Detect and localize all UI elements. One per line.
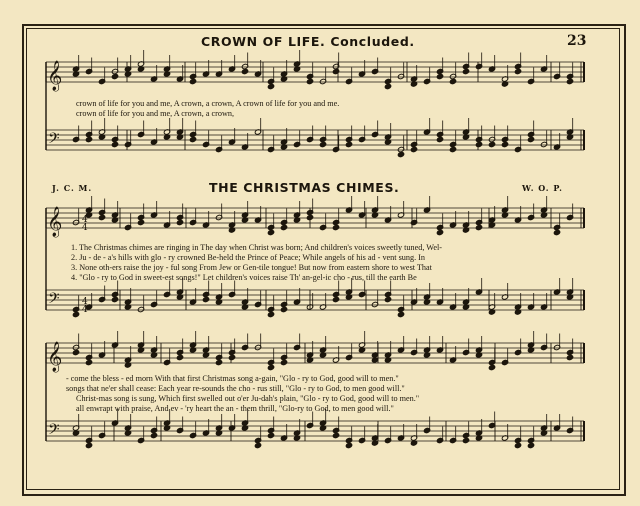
verse-2-part-1: 2. Ju - de - a's hills with glo - ry crowned Be-held the Prince of Peace; While angels of his ad - vent sung. In [71, 253, 425, 262]
svg-text:4: 4 [82, 223, 88, 233]
hymn2-title: THE CHRISTMAS CHIMES. [209, 180, 400, 195]
verse-4-part-2: all enwrapt with praise, And ev - 'ry heart the an - them thrill, "Glo-ry to God, to men good will." [76, 404, 394, 413]
svg-text:4: 4 [82, 215, 88, 225]
hymn1-lyric-line-1: crown of life for you and me, A crown, a crown, A crown of life for you and me. [76, 99, 340, 108]
hymn1-lyric-line-2: crown of life for you and me, A crown, a crown, [76, 109, 235, 118]
verse-1-part-2: - come the bless - ed morn With that first Christmas song a-gain, "Glo - ry to God, good will to men." [66, 374, 399, 383]
svg-text:𝄞: 𝄞 [47, 342, 63, 372]
hymn1-title: CROWN OF LIFE. Concluded. [201, 34, 415, 49]
svg-text:𝄢: 𝄢 [48, 421, 60, 442]
svg-text:𝄢: 𝄢 [48, 130, 60, 151]
svg-text:𝄢: 𝄢 [48, 290, 60, 311]
page-number: 23 [567, 33, 587, 49]
svg-text:𝄞: 𝄞 [47, 61, 63, 91]
verse-1-part-1: 1. The Christmas chimes are ringing in The day when Christ was born; And children's voices sweetly tuned, Wel- [71, 243, 443, 252]
verse-4-part-1: 4. "Glo - ry to God in sweet-est songs!" Let children's voices raise Th' an-gel-ic cho - rus, till the earth Be [71, 273, 417, 282]
verse-3-part-1: 3. None oth-ers raise the joy - ful song From Jew or Gen-tile tongue! But now from eastern shore to west That [71, 263, 432, 272]
composer-right: W. O. P. [522, 183, 563, 193]
svg-text:4: 4 [82, 297, 88, 307]
svg-text:𝄞: 𝄞 [47, 207, 63, 237]
verse-3-part-2: Christ-mas song is sung, Which first swelled out o'er Ju-dah's plain, "Glo - ry to God, good will to men." [76, 394, 420, 403]
svg-text:4: 4 [82, 305, 88, 315]
composer-left: J. C. M. [52, 183, 93, 193]
verse-2-part-2: songs that ne'er shall cease: Each year re-sounds the cho - rus still, "Glo - ry to God, to men good will." [66, 384, 405, 393]
